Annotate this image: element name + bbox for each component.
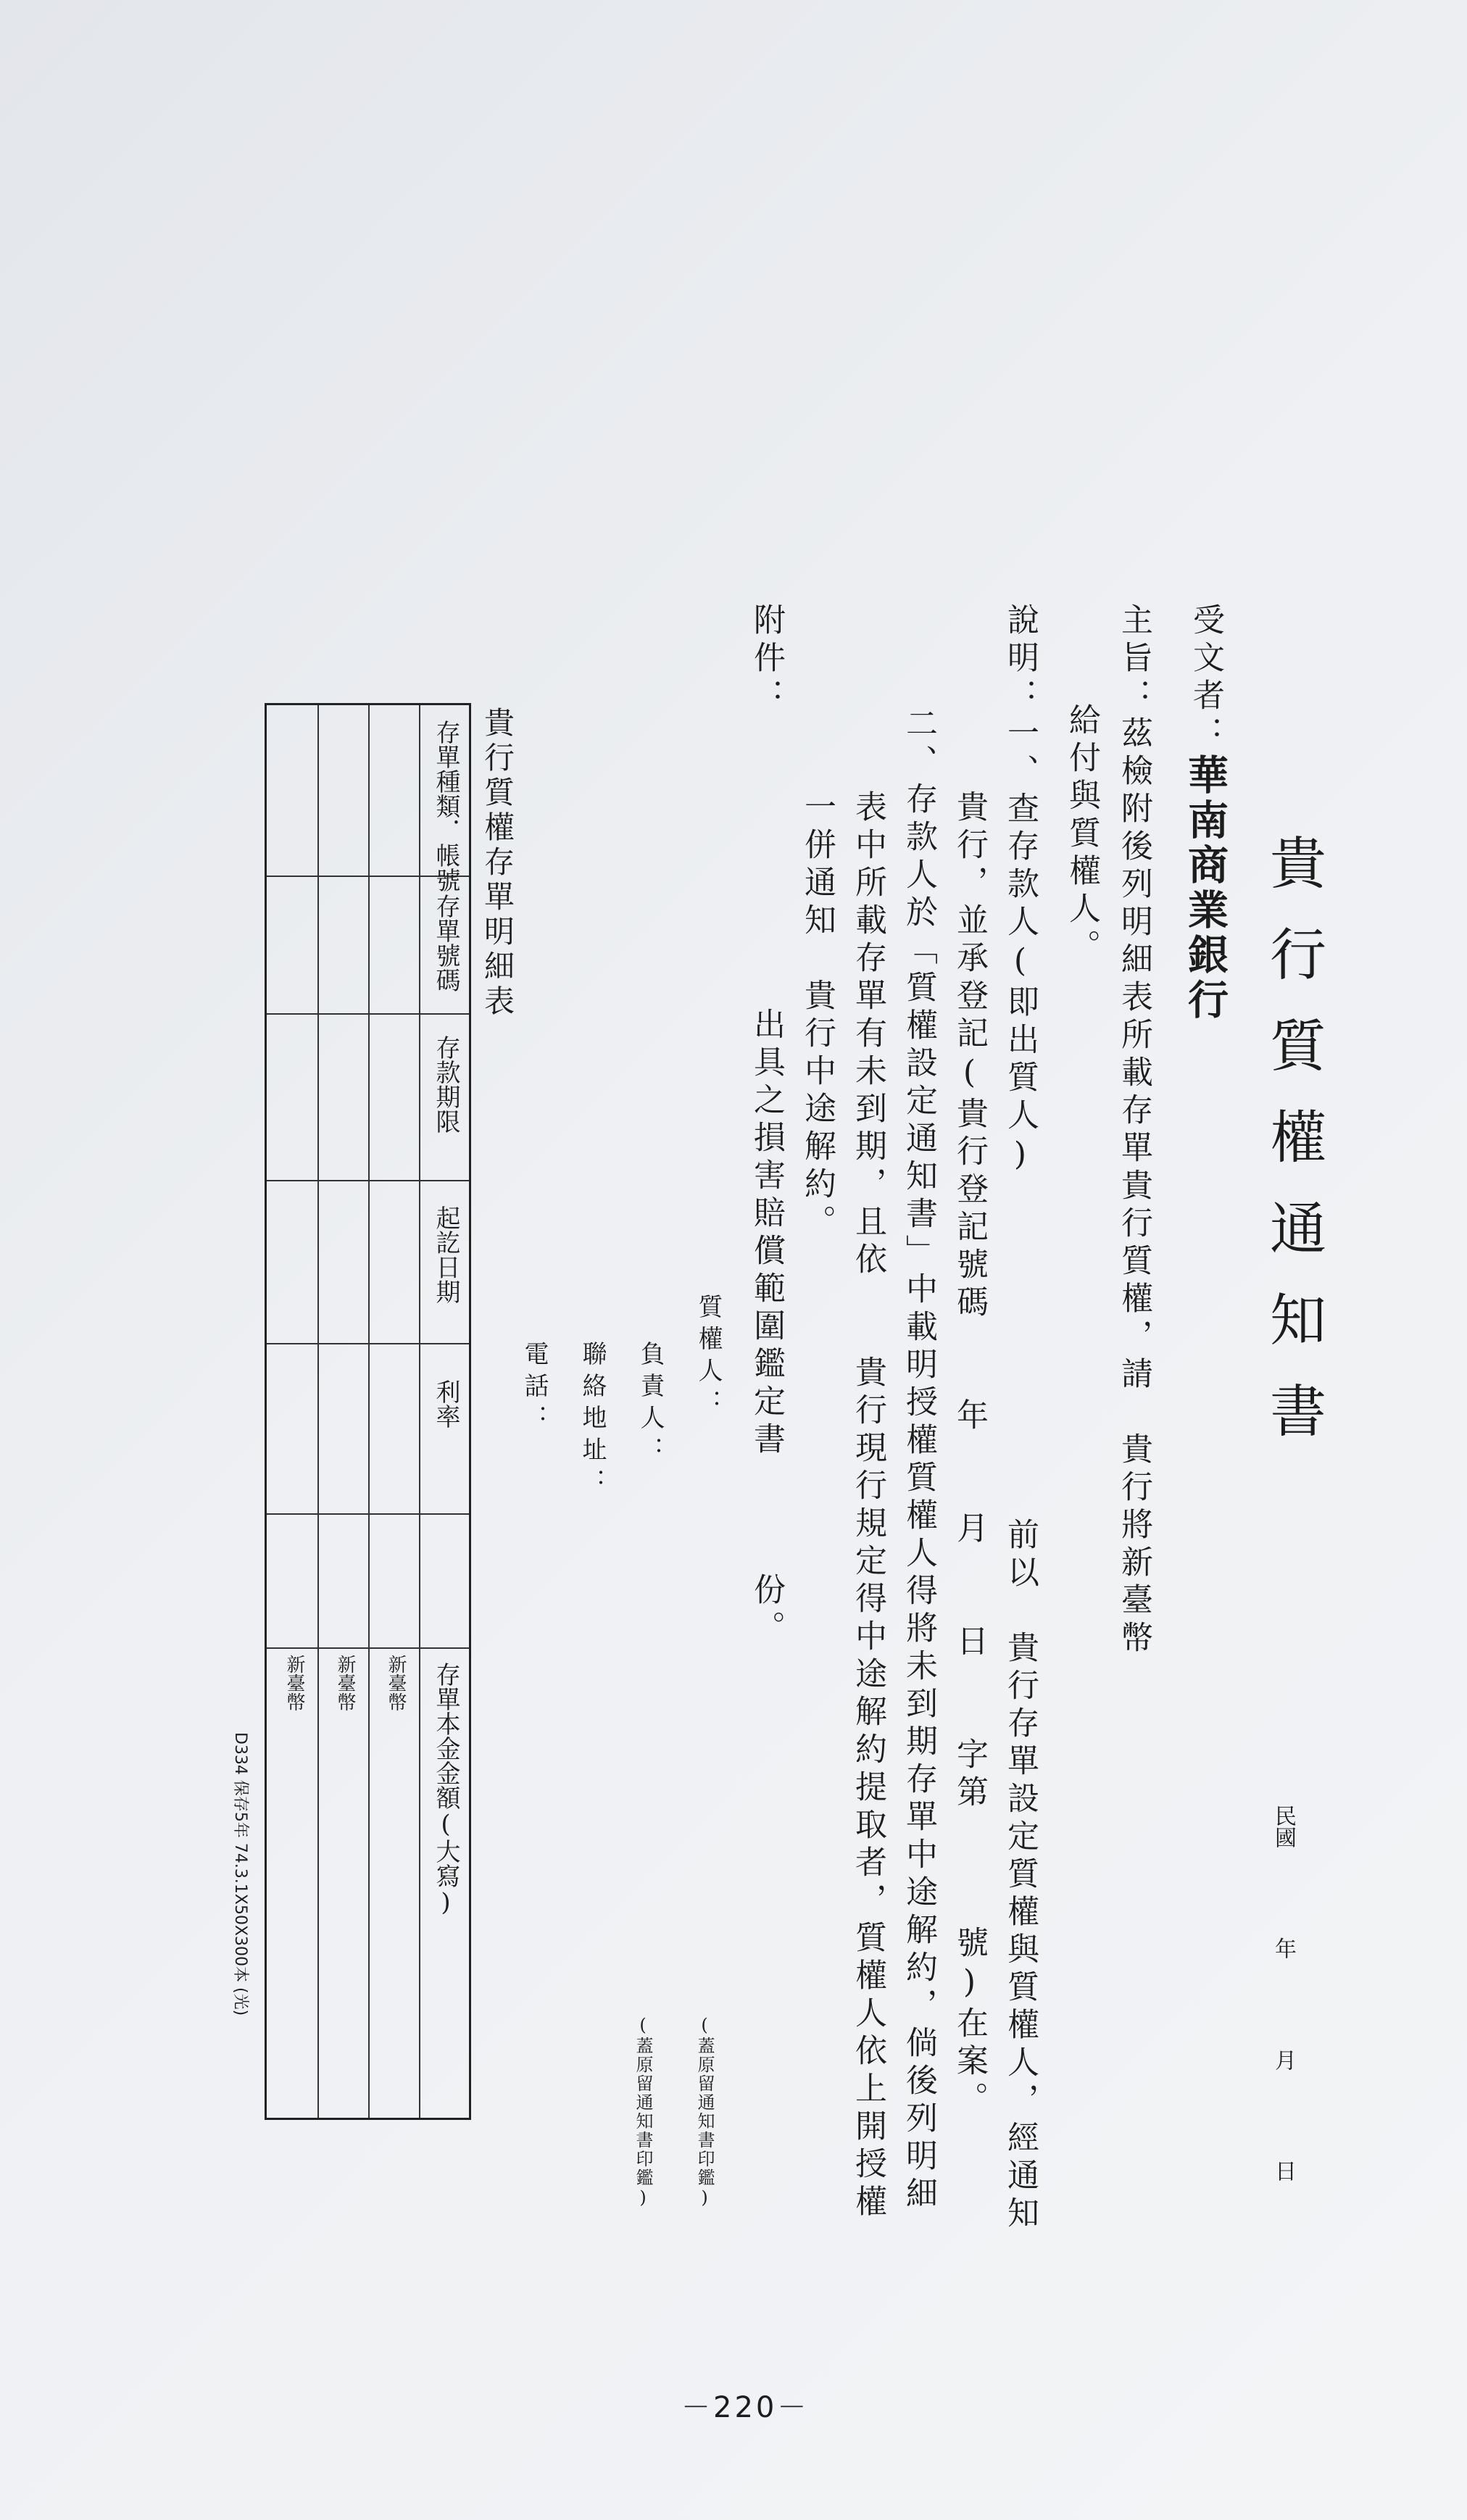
table-rule — [267, 1180, 469, 1181]
table-header-account: 存單種類．帳號 — [431, 720, 460, 892]
responsible-label: 負責人： — [636, 1341, 665, 1468]
seal-note-1: (蓋原留通知書印鑑) — [694, 2015, 715, 2209]
table-rule — [267, 1513, 469, 1515]
explanation-item2-line2: 表中所載存單有未到期，且依 貴行現行規定得中途解約提取者，質權人依上開授權 — [849, 790, 886, 2222]
explanation-item2-line1: 二、存款人於「質權設定通知書」中載明授權質權人得將未到期存單中途解約，倘後列明細 — [900, 707, 937, 2214]
table-rule — [267, 1013, 469, 1015]
explanation-item2-line3: 一併通知 貴行中途解約。 — [799, 790, 836, 1242]
table-rule — [267, 1647, 469, 1649]
recipient — [1181, 603, 1229, 1023]
table-cell-currency: 新臺幣 — [385, 1655, 407, 1711]
address-label: 聯絡地址： — [578, 1341, 607, 1500]
table-cell-currency: 新臺幣 — [283, 1655, 305, 1711]
pledgee-label: 質權人： — [694, 1294, 723, 1421]
table-header-amount: 存單本金金額(大寫) — [431, 1662, 460, 1917]
table-rule — [317, 705, 319, 2118]
recipient-label: 受文者： — [1187, 603, 1224, 754]
phone-label: 電話： — [520, 1341, 549, 1436]
deposit-detail-table — [265, 703, 471, 2120]
date-month: 月 — [1271, 2048, 1296, 2071]
table-header-rate: 利率 — [431, 1379, 460, 1429]
table-rule — [419, 705, 420, 2118]
page-number: －220－ — [681, 2391, 810, 2424]
table-header-dates: 起訖日期 — [431, 1205, 460, 1304]
table-header-term: 存款期限 — [431, 1035, 460, 1134]
document-date — [1272, 1805, 1294, 2182]
print-code: D334 保存5年 74.3.1X50X300本 (光) — [231, 1732, 249, 2016]
document-title: 貴行質權通知書 — [1260, 833, 1326, 1473]
attachment-text: 出具之損害賠償範圍鑑定書 份。 — [748, 1007, 785, 1648]
date-era: 民國 — [1271, 1805, 1296, 1848]
table-header-number: 存單號碼 — [431, 894, 460, 992]
seal-note-2: (蓋原留通知書印鑑) — [633, 2015, 653, 2209]
subject-line1: 主旨：茲檢附後列明細表所載存單貴行質權，請 貴行將新臺幣 — [1115, 603, 1152, 1658]
subject-label: 主旨： — [1115, 603, 1152, 716]
explanation-item1-line1: 說明：一、查存款人(即出質人) 前以 貴行存單設定質權與質權人，經通知 — [1002, 603, 1039, 2234]
date-year: 年 — [1271, 1937, 1296, 1960]
table-title: 貴行質權存單明細表 — [480, 707, 515, 1020]
subject-line2: 給付與質權人。 — [1063, 703, 1100, 967]
date-day: 日 — [1271, 2159, 1296, 2182]
attachment-label: 附件： — [748, 603, 785, 716]
table-rule — [368, 705, 370, 2118]
table-rule — [267, 1343, 469, 1344]
table-cell-currency: 新臺幣 — [334, 1655, 356, 1711]
recipient-name: 華南商業銀行 — [1181, 754, 1229, 1023]
explanation-label: 說明： — [1002, 603, 1039, 716]
explanation-item1-line2: 貴行，並承登記(貴行登記號碼 年 月 日 字第 號)在案。 — [951, 790, 988, 2119]
